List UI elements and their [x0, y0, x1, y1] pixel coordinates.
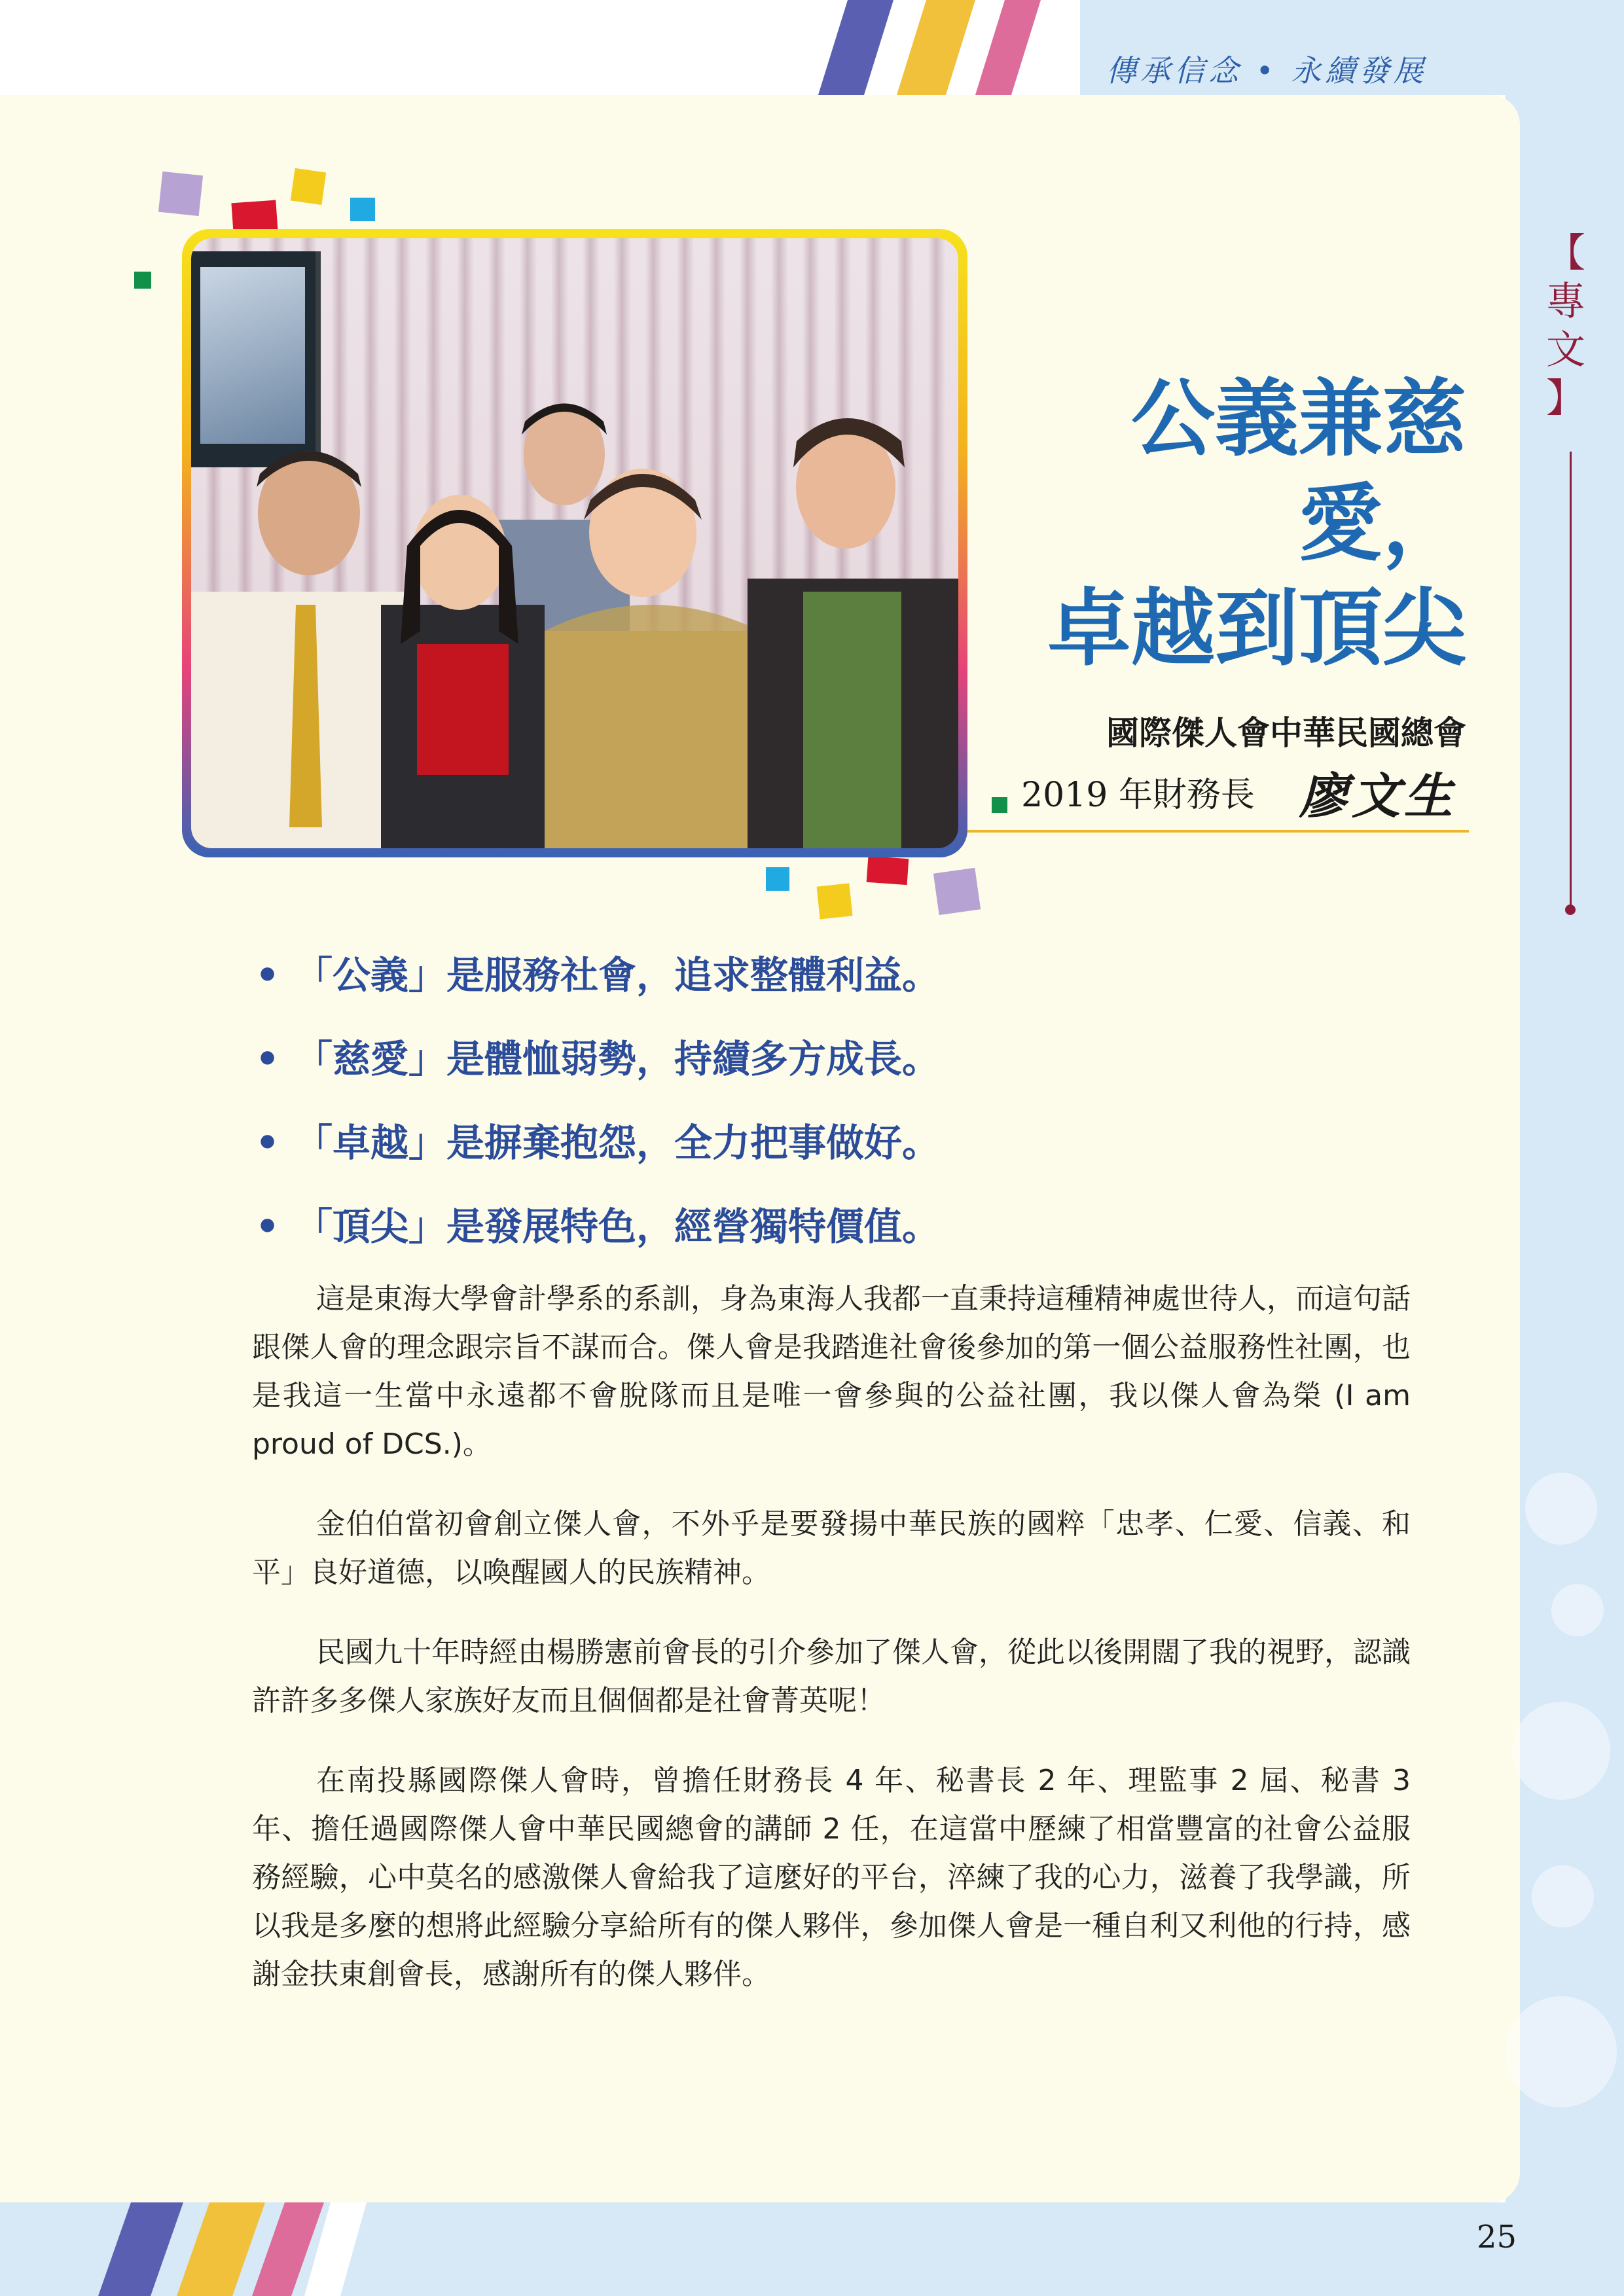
decor-bubble [1506, 1996, 1617, 2108]
bullet-item [255, 1110, 940, 1194]
page-number: 25 [1477, 2219, 1517, 2255]
bullet-item [255, 1194, 940, 1278]
bullet-dot-icon: • [255, 1121, 280, 1165]
confetti-square [291, 168, 326, 205]
confetti-square [134, 272, 151, 289]
footer-stripes [92, 2202, 367, 2296]
section-tab-dot [1565, 905, 1576, 915]
bullet-list [255, 942, 940, 1278]
bullet-item [255, 1026, 940, 1110]
bullet-text: 「頂尖」是發展特色，經營獨特價值。 [295, 1204, 941, 1249]
confetti-square [992, 797, 1007, 813]
author-organization: 國際傑人會中華民國總會 [1106, 713, 1466, 752]
bullet-dot-icon: • [255, 953, 280, 997]
confetti-square [817, 884, 853, 920]
decor-bubble [1512, 1702, 1610, 1800]
decor-bubble [1525, 1473, 1597, 1545]
header-stripes [818, 0, 1093, 95]
bullet-item [255, 942, 940, 1026]
body-paragraph: 在南投縣國際傑人會時，曾擔任財務長 4 年、秘書長 2 年、理監事 2 屆、秘書 3 年、擔任過國際傑人會中華民國總會的講師 2 任，在這當中歷練了相當豐富的社會公益服務經驗，心中莫名的感激傑人會給我了這麼好的平台，淬練了我的心力，滋養了我學識，所以我是多麼的想將此經驗分享給所有的傑人夥伴，參加傑人會是一種自利又利他的行持，感謝金扶東創會長，感謝所有的傑人夥伴。 [252, 1764, 1411, 1991]
decor-bubble [1551, 1584, 1604, 1636]
bullet-text: 「慈愛」是體恤弱勢，持續多方成長。 [295, 1037, 941, 1081]
article-body [252, 1275, 1411, 2030]
group-photo [191, 238, 958, 848]
article-title-line: 公義兼慈愛， [1130, 370, 1466, 573]
section-tab-line [1570, 452, 1572, 910]
body-paragraph: 這是東海大學會計學系的系訓，身為東海人我都一直秉持這種精神處世待人，而這句話跟傑人會的理念跟宗旨不謀而合。傑人會是我踏進社會後參加的第一個公益服務性社團，也是我這一生當中永遠都不會脫隊而且是唯一會參與的公益社團，我以傑人會為榮 (I am proud of DCS.)。 [252, 1282, 1411, 1461]
author-name: 廖文生 [1299, 768, 1456, 825]
body-paragraph: 金伯伯當初會創立傑人會，不外乎是要發揚中華民族的國粹「忠孝、仁愛、信義、和平」良好道德，以喚醒國人的民族精神。 [252, 1507, 1411, 1589]
author-underline [967, 830, 1469, 833]
header-slogan: 傳承信念 • 永續發展 [1106, 53, 1428, 88]
section-tab [1540, 229, 1592, 423]
bullet-dot-icon: • [255, 1037, 280, 1081]
bullet-text: 「卓越」是摒棄抱怨，全力把事做好。 [295, 1121, 941, 1165]
author-role: 2019 年財務長 [1021, 776, 1255, 815]
decor-bubble [1532, 1865, 1594, 1928]
confetti-square [766, 867, 789, 891]
section-tab-bracket-open: 【 [1546, 230, 1585, 276]
section-tab-char: 專 [1546, 279, 1585, 325]
confetti-square [350, 198, 375, 221]
photo-people [191, 238, 958, 848]
article-title-line: 卓越到頂尖 [1047, 579, 1466, 677]
article-title [969, 367, 1466, 681]
section-tab-bracket-close: 】 [1546, 376, 1585, 422]
confetti-square [867, 856, 909, 885]
body-paragraph: 民國九十年時經由楊勝憲前會長的引介參加了傑人會，從此以後開闊了我的視野，認識許許多多傑人家族好友而且個個都是社會菁英呢！ [252, 1636, 1411, 1717]
confetti-square [158, 171, 203, 216]
confetti-square [933, 868, 981, 915]
bullet-text: 「公義」是服務社會，追求整體利益。 [295, 953, 941, 997]
bullet-dot-icon: • [255, 1204, 280, 1249]
section-tab-char: 文 [1546, 327, 1585, 373]
